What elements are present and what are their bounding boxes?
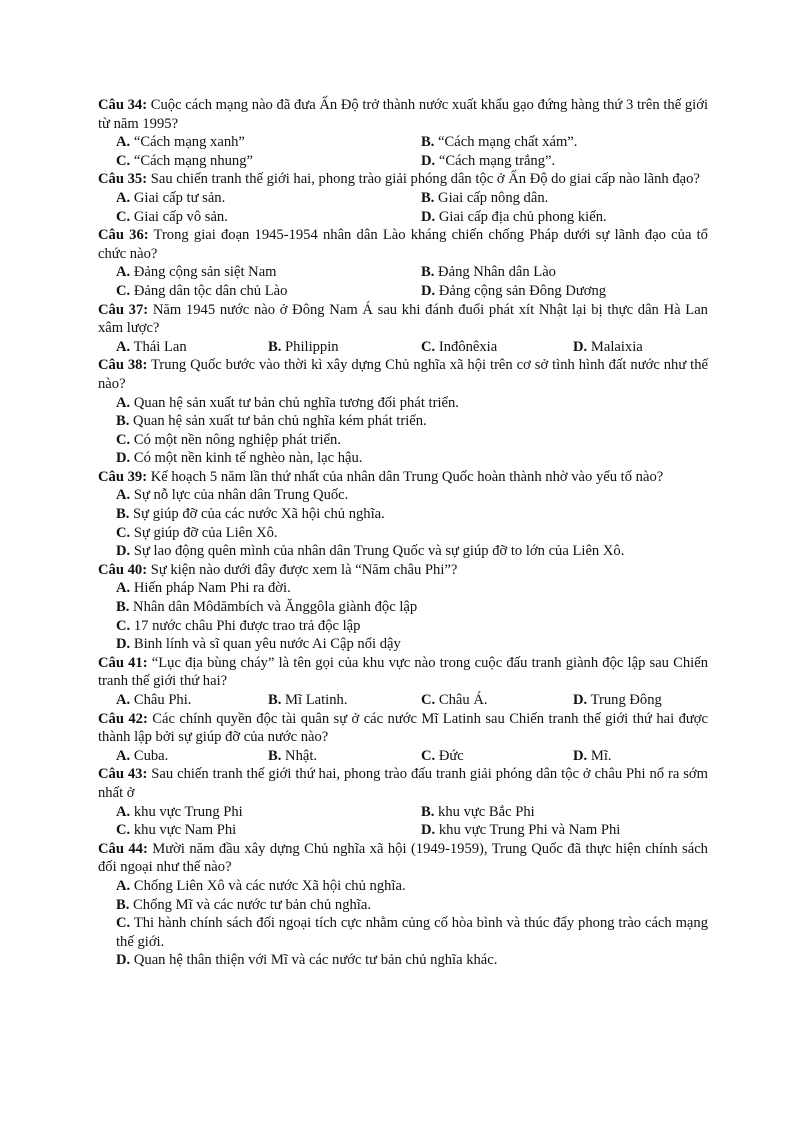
question-text: [98, 765, 708, 802]
question-41: [98, 654, 708, 710]
option-c: C. 17 nước châu Phi được trao trả độc lập: [116, 617, 361, 634]
question-number: Câu 36:: [98, 227, 149, 244]
option-a: A. Quan hệ sản xuất tư bản chủ nghĩa tương đối phát triển.: [116, 394, 459, 411]
option-a: A. Đảng cộng sản siệt Nam: [116, 264, 277, 281]
question-number: Câu 40:: [98, 561, 148, 578]
option-c: C. khu vực Nam Phi: [116, 822, 237, 839]
option-a: A. Giai cấp tư sản.: [116, 189, 226, 206]
option-d: D. “Cách mạng trắng”.: [421, 152, 556, 169]
option-c: C. Châu Á.: [421, 692, 488, 708]
option-b: B. “Cách mạng chất xám”.: [421, 134, 578, 151]
options: [98, 747, 708, 766]
option-d: D. Mĩ.: [573, 747, 612, 764]
question-prompt: Các chính quyền độc tài quân sự ở các nước Mĩ Latinh sau Chiến tranh thế giới thứ hai được thành lập bởi sự giúp đỡ của nước nào?: [98, 710, 708, 746]
question-40: [98, 561, 708, 654]
option-d: D. Đảng cộng sản Đông Dương: [421, 282, 607, 299]
option-b: B. khu vực Bắc Phi: [421, 803, 535, 820]
question-text: [98, 96, 708, 133]
option-d: D. Binh lính và sĩ quan yêu nước Ai Cập nổi dậy: [116, 636, 401, 653]
question-text: [98, 226, 708, 263]
option-b: B. Nhân dân Môdămbích và Ănggôla giành độc lập: [116, 599, 418, 616]
question-text: [98, 840, 708, 877]
question-prompt: Kế hoạch 5 năm lần thứ nhất của nhân dân Trung Quốc hoàn thành nhờ vào yếu tố nào?: [150, 468, 664, 485]
question-prompt: Trung Quốc bước vào thời kì xây dựng Chủ nghĩa xã hội trên cơ sở tình hình đất nước như thế nào?: [98, 357, 708, 392]
options: [98, 691, 708, 710]
option-a: A. Chống Liên Xô và các nước Xã hội chủ nghĩa.: [116, 877, 406, 894]
option-a: A. Châu Phi.: [116, 692, 192, 708]
question-prompt: “Lục địa bùng cháy” là tên gọi của khu vực nào trong cuộc đấu tranh giành độc lập sau Chiến tranh thế giới thứ hai?: [98, 654, 709, 690]
options: [98, 338, 708, 357]
option-d: D. Quan hệ thân thiện với Mĩ và các nước tư bản chủ nghĩa khác.: [116, 952, 498, 969]
option-c: C. Sự giúp đỡ của Liên Xô.: [116, 524, 278, 541]
option-b: B. Sự giúp đỡ của các nước Xã hội chủ nghĩa.: [116, 506, 385, 523]
option-c: C. Có một nền nông nghiệp phát triển.: [116, 431, 341, 448]
option-b: B. Mĩ Latinh.: [268, 692, 348, 708]
question-prompt: Sau chiến tranh thế giới hai, phong trào giải phóng dân tộc ở Ấn Độ do giai cấp nào lãnh đạo?: [150, 171, 700, 188]
option-a: A. Hiến pháp Nam Phi ra đời.: [116, 580, 291, 597]
question-text: [98, 654, 708, 691]
option-c: C. “Cách mạng nhung”: [116, 152, 254, 169]
option-b: B. Đảng Nhân dân Lào: [421, 264, 556, 281]
option-a: A. khu vực Trung Phi: [116, 803, 243, 820]
question-number: Câu 43:: [98, 766, 148, 783]
option-c: C. Thi hành chính sách đối ngoại tích cực nhằm củng cố hòa bình và thúc đẩy phong trào cách mạng thế giới.: [116, 915, 708, 950]
question-43: [98, 765, 708, 839]
question-prompt: Năm 1945 nước nào ở Đông Nam Á sau khi đánh đuổi phát xít Nhật lại bị thực dân Hà Lan xâm lược?: [98, 301, 708, 337]
option-a: A. “Cách mạng xanh”: [116, 134, 245, 151]
question-38: [98, 356, 708, 468]
question-text: [98, 301, 708, 338]
option-d: D. khu vực Trung Phi và Nam Phi: [421, 822, 621, 839]
question-number: Câu 42:: [98, 710, 148, 727]
question-number: Câu 37:: [98, 301, 149, 318]
option-c: C. Đảng dân tộc dân chủ Lào: [116, 282, 288, 299]
options: [98, 803, 708, 840]
question-prompt: Cuộc cách mạng nào đã đưa Ấn Độ trở thành nước xuất khẩu gạo đứng hàng thứ 3 trên thế giới từ năm 1995?: [98, 97, 708, 132]
question-number: Câu 38:: [98, 357, 148, 374]
question-prompt: Trong giai đoạn 1945-1954 nhân dân Lào kháng chiến chống Pháp dưới sự lãnh đạo của tổ chức nào?: [98, 227, 708, 262]
question-36: [98, 226, 708, 300]
question-text: [98, 170, 708, 189]
option-b: B. Nhật.: [268, 747, 318, 764]
option-d: D. Trung Đông: [573, 692, 662, 708]
question-number: Câu 35:: [98, 171, 148, 188]
options: [98, 133, 708, 170]
question-44: [98, 840, 708, 970]
question-37: [98, 301, 708, 357]
options: [98, 263, 708, 300]
question-text: [98, 468, 708, 487]
exam-page: [98, 96, 708, 970]
question-number: Câu 34:: [98, 97, 148, 113]
question-42: [98, 710, 708, 766]
option-d: D. Giai cấp địa chủ phong kiến.: [421, 208, 607, 225]
option-b: B. Philippin: [268, 338, 339, 355]
question-number: Câu 44:: [98, 840, 148, 857]
option-a: A. Thái Lan: [116, 338, 187, 355]
question-35: [98, 170, 708, 226]
question-text: [98, 561, 708, 580]
question-prompt: Sự kiện nào dưới đây được xem là “Năm châu Phi”?: [150, 561, 458, 578]
option-b: B. Chống Mĩ và các nước tư bản chủ nghĩa.: [116, 896, 371, 913]
options: [98, 189, 708, 226]
option-d: D. Có một nền kinh tế nghèo nàn, lạc hậu.: [116, 450, 363, 467]
question-prompt: Sau chiến tranh thế giới thứ hai, phong trào đấu tranh giải phóng dân tộc ở châu Phi nổ ra sớm nhất ở: [98, 766, 708, 801]
question-text: [98, 356, 708, 393]
option-b: B. Giai cấp nông dân.: [421, 189, 549, 206]
question-34: [98, 96, 708, 170]
option-d: D. Malaixia: [573, 338, 643, 355]
option-c: C. Giai cấp vô sản.: [116, 208, 228, 225]
option-d: D. Sự lao động quên mình của nhân dân Trung Quốc và sự giúp đỡ to lớn của Liên Xô.: [116, 543, 625, 560]
option-a: A. Cuba.: [116, 747, 169, 764]
question-39: [98, 468, 708, 561]
option-c: C. Inđônêxia: [421, 338, 498, 355]
question-number: Câu 39:: [98, 468, 148, 485]
question-number: Câu 41:: [98, 654, 148, 671]
option-a: A. Sự nỗ lực của nhân dân Trung Quốc.: [116, 487, 349, 504]
question-prompt: Mười năm đầu xây dựng Chủ nghĩa xã hội (1949-1959), Trung Quốc đã thực hiện chính sách đối ngoại như thế nào?: [98, 840, 708, 876]
option-c: C. Đức: [421, 747, 464, 764]
question-text: [98, 710, 708, 747]
option-b: B. Quan hệ sản xuất tư bản chủ nghĩa kém phát triển.: [116, 413, 427, 430]
